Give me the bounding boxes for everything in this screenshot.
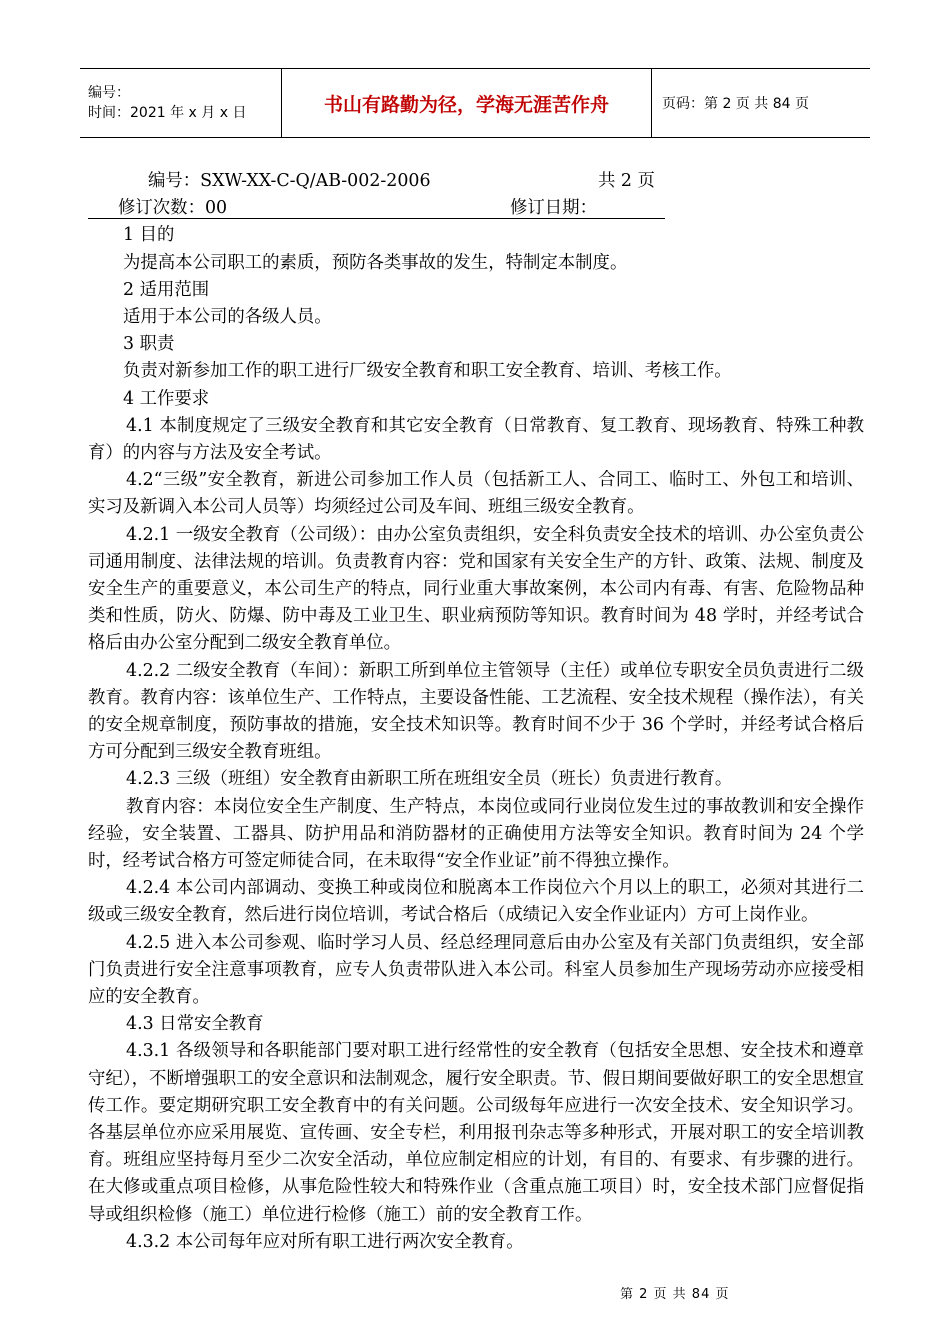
doc-revision-date: 修订日期： [510,198,597,219]
paragraph: 4.3.2 本公司每年应对所有职工进行两次安全教育。 [126,1231,524,1252]
paragraph: 适用于本公司的各级人员。 [123,306,332,327]
doc-revision-line [88,195,864,222]
doc-revision: 修订次数：00 [118,198,228,219]
page-header [80,68,870,138]
header-number-label: 编号： [88,85,130,101]
paragraph: 4.2.2 二级安全教育（车间）：新职工所到单位主管领导（主任）或单位专职安全员负责进行二级教育。教育内容：该单位生产、工作特点，主要设备性能、工艺流程、安全技术规程（操作法），有关的安全规章制度，预防事故的措施，安全技术知识等。教育时间不少于 36 个学时，并经考试合格后方可分配到三级安全教育班组。 [88,660,864,763]
paragraph: 为提高本公司职工的素质，预防各类事故的发生，特制定本制度。 [123,252,628,273]
paragraph: 4.1 本制度规定了三级安全教育和其它安全教育（日常教育、复工教育、现场教育、特殊工种教育）的内容与方法及安全考试。 [88,415,864,463]
header-info [80,69,282,137]
header-motto: 书山有路勤为径，学海无涯苦作舟 [282,69,652,137]
doc-code: 编号：SXW-XX-C-Q/AB-002-2006 [148,171,431,191]
section-heading: 4 工作要求 [123,388,210,409]
doc-code-line [88,168,864,195]
section-heading: 3 职责 [123,334,175,355]
section-heading: 2 适用范围 [123,279,210,300]
paragraph: 4.3.1 各级领导和各职能部门要对职工进行经常性的安全教育（包括安全思想、安全技术和遵章守纪），不断增强职工的安全意识和法制观念，履行安全职责。节、假日期间要做好职工的安全思想宣传工作。要定期研究职工安全教育中的有关问题。公司级每年应进行一次安全技术、安全知识学习。各基层单位亦应采用展览、宣传画、安全专栏，利用报刊杂志等多种形式，开展对职工的安全培训教育。班组应坚持每月至少二次安全活动，单位应制定相应的计划，有目的、有要求、有步骤的进行。在大修或重点项目检修，从事危险性较大和特殊作业（含重点施工项目）时，安全技术部门应督促指导或组织检修（施工）单位进行检修（施工）前的安全教育工作。 [88,1041,864,1225]
header-time-label: 时间：2021 年 x 月 x 日 [88,105,247,121]
document-body [88,168,864,1256]
header-page-info: 页码：第 2 页 共 84 页 [662,96,809,112]
page-footer: 第 2 页 共 84 页 [620,1287,730,1302]
doc-pages: 共 2 页 [598,171,655,191]
paragraph: 4.2.5 进入本公司参观、临时学习人员、经总经理同意后由办公室及有关部门负责组织，安全部门负责进行安全注意事项教育，应专人负责带队进入本公司。科室人员参加生产现场劳动亦应接受相应的安全教育。 [88,932,864,1008]
paragraph: 4.2“三级”安全教育，新进公司参加工作人员（包括新工人、合同工、临时工、外包工和培训、实习及新调入本公司人员等）均须经过公司及车间、班组三级安全教育。 [88,470,864,518]
paragraph: 4.2.1 一级安全教育（公司级）：由办公室负责组织，安全科负责安全技术的培训、办公室负责公司通用制度、法律法规的培训。负责教育内容：党和国家有关安全生产的方针、政策、法规、制度及安全生产的重要意义，本公司生产的特点，同行业重大事故案例，本公司内有毒、有害、危险物品种类和性质，防火、防爆、防中毒及工业卫生、职业病预防等知识。教育时间为 48 学时，并经考试合格后由办公室分配到二级安全教育单位。 [88,524,864,654]
revision-underline [88,218,665,219]
paragraph: 负责对新参加工作的职工进行厂级安全教育和职工安全教育、培训、考核工作。 [123,361,732,382]
section-heading: 1 目的 [123,225,175,246]
paragraph: 教育内容：本岗位安全生产制度、生产特点，本岗位或同行业岗位发生过的事故教训和安全操作经验，安全装置、工器具、防护用品和消防器材的正确使用方法等安全知识。教育时间为 24 个学时，经考试合格方可签定师徒合同，在未取得“安全作业证”前不得独立操作。 [88,796,864,872]
paragraph: 4.2.3 三级（班组）安全教育由新职工所在班组安全员（班长）负责进行教育。 [126,769,733,790]
paragraph: 4.2.4 本公司内部调动、变换工种或岗位和脱离本工作岗位六个月以上的职工，必须对其进行二级或三级安全教育，然后进行岗位培训，考试合格后（成绩记入安全作业证内）方可上岗作业。 [88,878,864,926]
section-heading: 4.3 日常安全教育 [126,1014,264,1035]
